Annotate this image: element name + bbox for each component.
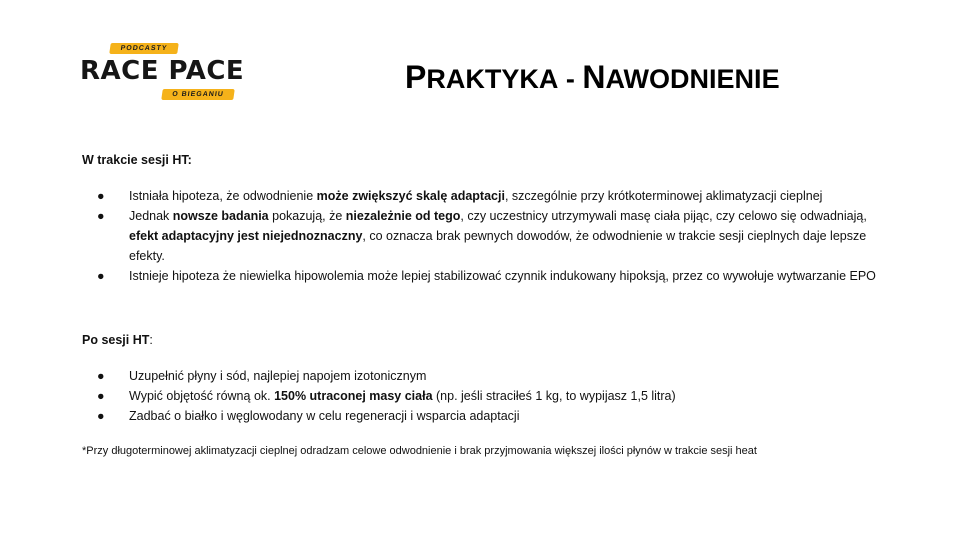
slide-title bbox=[405, 58, 835, 98]
bold-text: może zwiększyć skalę adaptacji bbox=[316, 189, 505, 203]
section-heading-after: Po sesji HT: bbox=[82, 333, 153, 347]
logo-wordmark: RACE PACE bbox=[80, 56, 245, 86]
bullet-dot-icon: ● bbox=[97, 369, 105, 383]
text: , co oznacza brak pewnych dowodów, że odwodnienie w trakcie sesji cieplnych daje lepsze efekty. bbox=[129, 229, 867, 263]
text: Istnieje hipoteza że niewielka hipowolemia może lepiej stabilizować czynnik indukowany hipoksją, przez co wywołuje wytwarzanie EPO bbox=[129, 269, 876, 283]
bullet-item bbox=[82, 406, 882, 426]
bullet-item bbox=[82, 366, 882, 386]
text: pokazują, że bbox=[268, 209, 346, 223]
logo-badge-podcasty: PODCASTY bbox=[109, 43, 179, 54]
text: Uzupełnić płyny i sód, najlepiej napojem izotonicznym bbox=[129, 369, 427, 383]
svg-text:PRAKTYKA - NAWODNIENIE: PRAKTYKA - NAWODNIENIE bbox=[405, 59, 780, 95]
bullet-item bbox=[82, 206, 882, 266]
slide-content bbox=[82, 150, 882, 470]
bold-text: efekt adaptacyjny jest niejednoznaczny bbox=[129, 229, 363, 243]
footnote: *Przy długoterminowej aklimatyzacji cieplnej odradzam celowe odwodnienie i brak przyjmowania większej ilości płynów w trakcie sesji heat bbox=[82, 445, 757, 457]
text: , czy uczestnicy utrzymywali masę ciała pijąc, czy celowo się odwadniają, bbox=[460, 209, 867, 223]
bullet-dot-icon: ● bbox=[97, 389, 105, 403]
bold-text: 150% utraconej masy ciała bbox=[274, 389, 433, 403]
bullet-dot-icon: ● bbox=[97, 409, 105, 423]
text: Wypić objętość równą ok. bbox=[129, 389, 275, 403]
text: , szczególnie przy krótkoterminowej aklimatyzacji cieplnej bbox=[504, 189, 823, 203]
racepace-logo bbox=[80, 43, 260, 101]
text: (np. jeśli straciłeś 1 kg, to wypijasz 1,5 litra) bbox=[432, 389, 676, 403]
bullet-dot-icon: ● bbox=[97, 209, 105, 223]
text: Jednak bbox=[129, 209, 173, 223]
bullet-item bbox=[82, 186, 882, 206]
logo-badge-o-bieganiu: O BIEGANIU bbox=[161, 89, 235, 100]
bullet-list-after bbox=[82, 366, 882, 426]
text: Zadbać o białko i węglowodany w celu regeneracji i wsparcia adaptacji bbox=[129, 409, 520, 423]
bullet-list-during bbox=[82, 186, 882, 286]
slide-title-smallcaps bbox=[405, 58, 835, 98]
bullet-dot-icon: ● bbox=[97, 269, 105, 283]
bullet-item bbox=[82, 386, 882, 406]
bullet-dot-icon: ● bbox=[97, 189, 105, 203]
text: Istniała hipoteza, że odwodnienie bbox=[129, 189, 317, 203]
bold-text: nowsze badania bbox=[172, 209, 269, 223]
bullet-item bbox=[82, 266, 882, 286]
bold-text: niezależnie od tego bbox=[345, 209, 461, 223]
section-heading-during: W trakcie sesji HT: bbox=[82, 153, 192, 167]
